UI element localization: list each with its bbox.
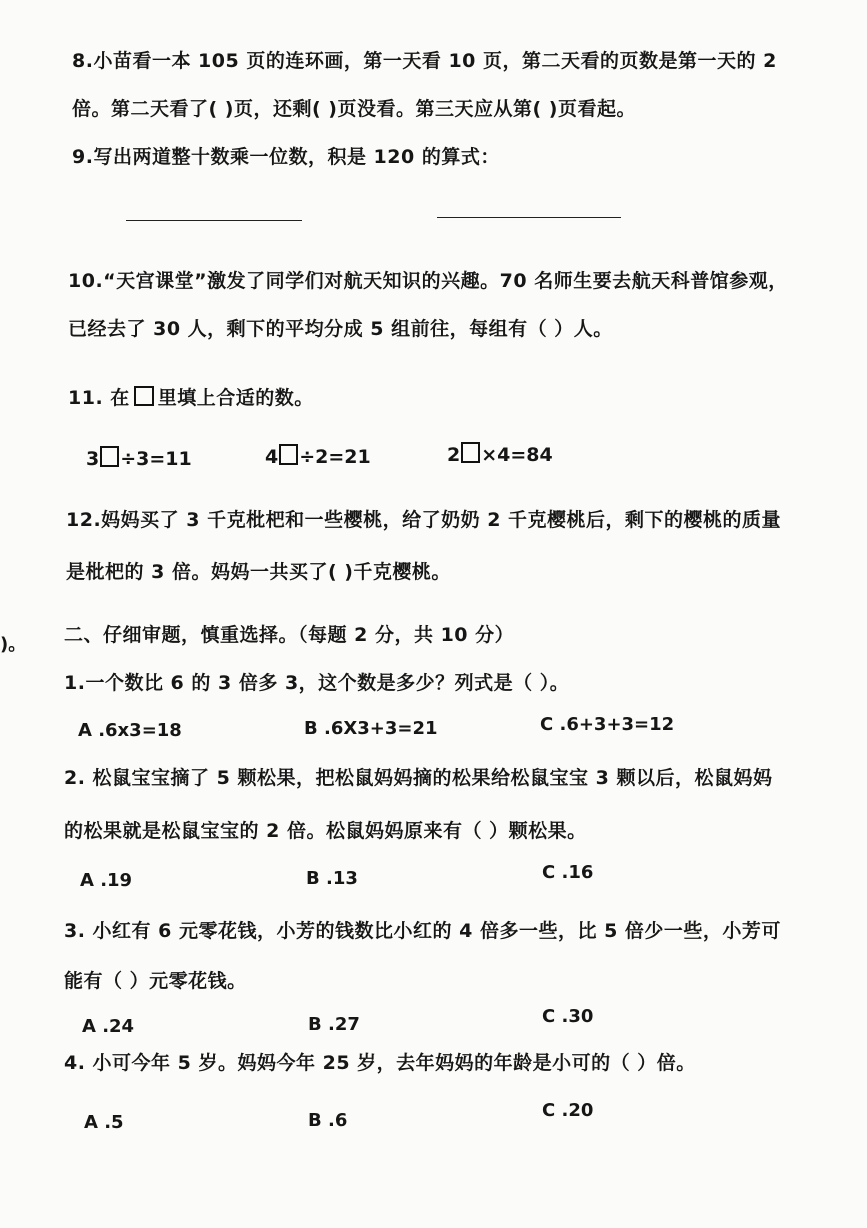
question-11-instruction: [68, 383, 314, 410]
choice-1-option-c[interactable]: C .6+3+3=12: [540, 714, 675, 735]
equation-3-lead: 2: [447, 444, 461, 466]
choice-4-option-b[interactable]: B .6: [308, 1110, 348, 1131]
question-12-line-2: 是枇杷的 3 倍。妈妈一共买了( )千克樱桃。: [66, 561, 451, 583]
choice-2-stem-line-1: 2. 松鼠宝宝摘了 5 颗松果，把松鼠妈妈摘的松果给松鼠宝宝 3 颗以后，松鼠妈妈: [64, 767, 773, 789]
choice-3-option-b[interactable]: B .27: [308, 1014, 360, 1035]
question-9-line-1: 9.写出两道整十数乘一位数，积是 120 的算式：: [72, 146, 500, 168]
equation-1-rest: ÷3=11: [120, 448, 192, 470]
section-2-heading: 二、仔细审题，慎重选择。（每题 2 分，共 10 分）: [64, 624, 515, 646]
question-10-line-2: 已经去了 30 人，剩下的平均分成 5 组前往，每组有（ ）人。: [68, 318, 613, 340]
question-11-suffix: 里填上合适的数。: [157, 387, 314, 409]
equation-2-answer-box[interactable]: [279, 444, 298, 465]
choice-4-option-a[interactable]: A .5: [84, 1112, 124, 1133]
choice-2-stem-line-2: 的松果就是松鼠宝宝的 2 倍。松鼠妈妈原来有（ ）颗松果。: [64, 820, 587, 842]
choice-4-stem: 4. 小可今年 5 岁。妈妈今年 25 岁，去年妈妈的年龄是小可的（ ）倍。: [64, 1052, 696, 1074]
equation-3: [447, 442, 553, 466]
choice-1-option-b[interactable]: B .6X3+3=21: [304, 718, 438, 739]
answer-blank-1[interactable]: [126, 220, 302, 221]
choice-1-stem: 1.一个数比 6 的 3 倍多 3，这个数是多少？列式是（ ）。: [64, 672, 570, 694]
equation-2: [265, 444, 371, 468]
answer-blank-2[interactable]: [437, 217, 621, 218]
equation-1: [86, 446, 192, 470]
equation-2-rest: ÷2=21: [299, 446, 371, 468]
choice-2-option-a[interactable]: A .19: [80, 870, 133, 891]
choice-2-option-b[interactable]: B .13: [306, 868, 358, 889]
choice-3-option-a[interactable]: A .24: [82, 1016, 135, 1037]
equation-3-answer-box[interactable]: [461, 442, 480, 463]
choice-3-stem-line-2: 能有（ ）元零花钱。: [64, 970, 247, 992]
choice-2-option-c[interactable]: C .16: [542, 862, 594, 883]
question-8-line-2: 倍。第二天看了( )页，还剩( )页没看。第三天应从第( )页看起。: [72, 98, 636, 120]
choice-3-option-c[interactable]: C .30: [542, 1006, 594, 1027]
equation-2-lead: 4: [265, 446, 279, 468]
question-11-prefix: 11. 在: [68, 387, 130, 409]
choice-1-option-a[interactable]: A .6x3=18: [78, 720, 182, 741]
question-12-line-1: 12.妈妈买了 3 千克枇杷和一些樱桃，给了奶奶 2 千克樱桃后，剩下的樱桃的质量: [66, 509, 782, 531]
equation-3-rest: ×4=84: [481, 444, 553, 466]
margin-fragment: )。: [0, 634, 27, 655]
question-10-line-1: 10.“天宫课堂”激发了同学们对航天知识的兴趣。70 名师生要去航天科普馆参观，: [68, 270, 788, 292]
question-8-line-1: 8.小苗看一本 105 页的连环画，第一天看 10 页，第二天看的页数是第一天的 2: [72, 50, 777, 72]
choice-4-option-c[interactable]: C .20: [542, 1100, 594, 1121]
answer-box-icon: [134, 386, 154, 406]
choice-3-stem-line-1: 3. 小红有 6 元零花钱，小芳的钱数比小红的 4 倍多一些，比 5 倍少一些，小芳可: [64, 920, 781, 942]
equation-1-answer-box[interactable]: [100, 446, 119, 467]
equation-1-lead: 3: [86, 448, 100, 470]
